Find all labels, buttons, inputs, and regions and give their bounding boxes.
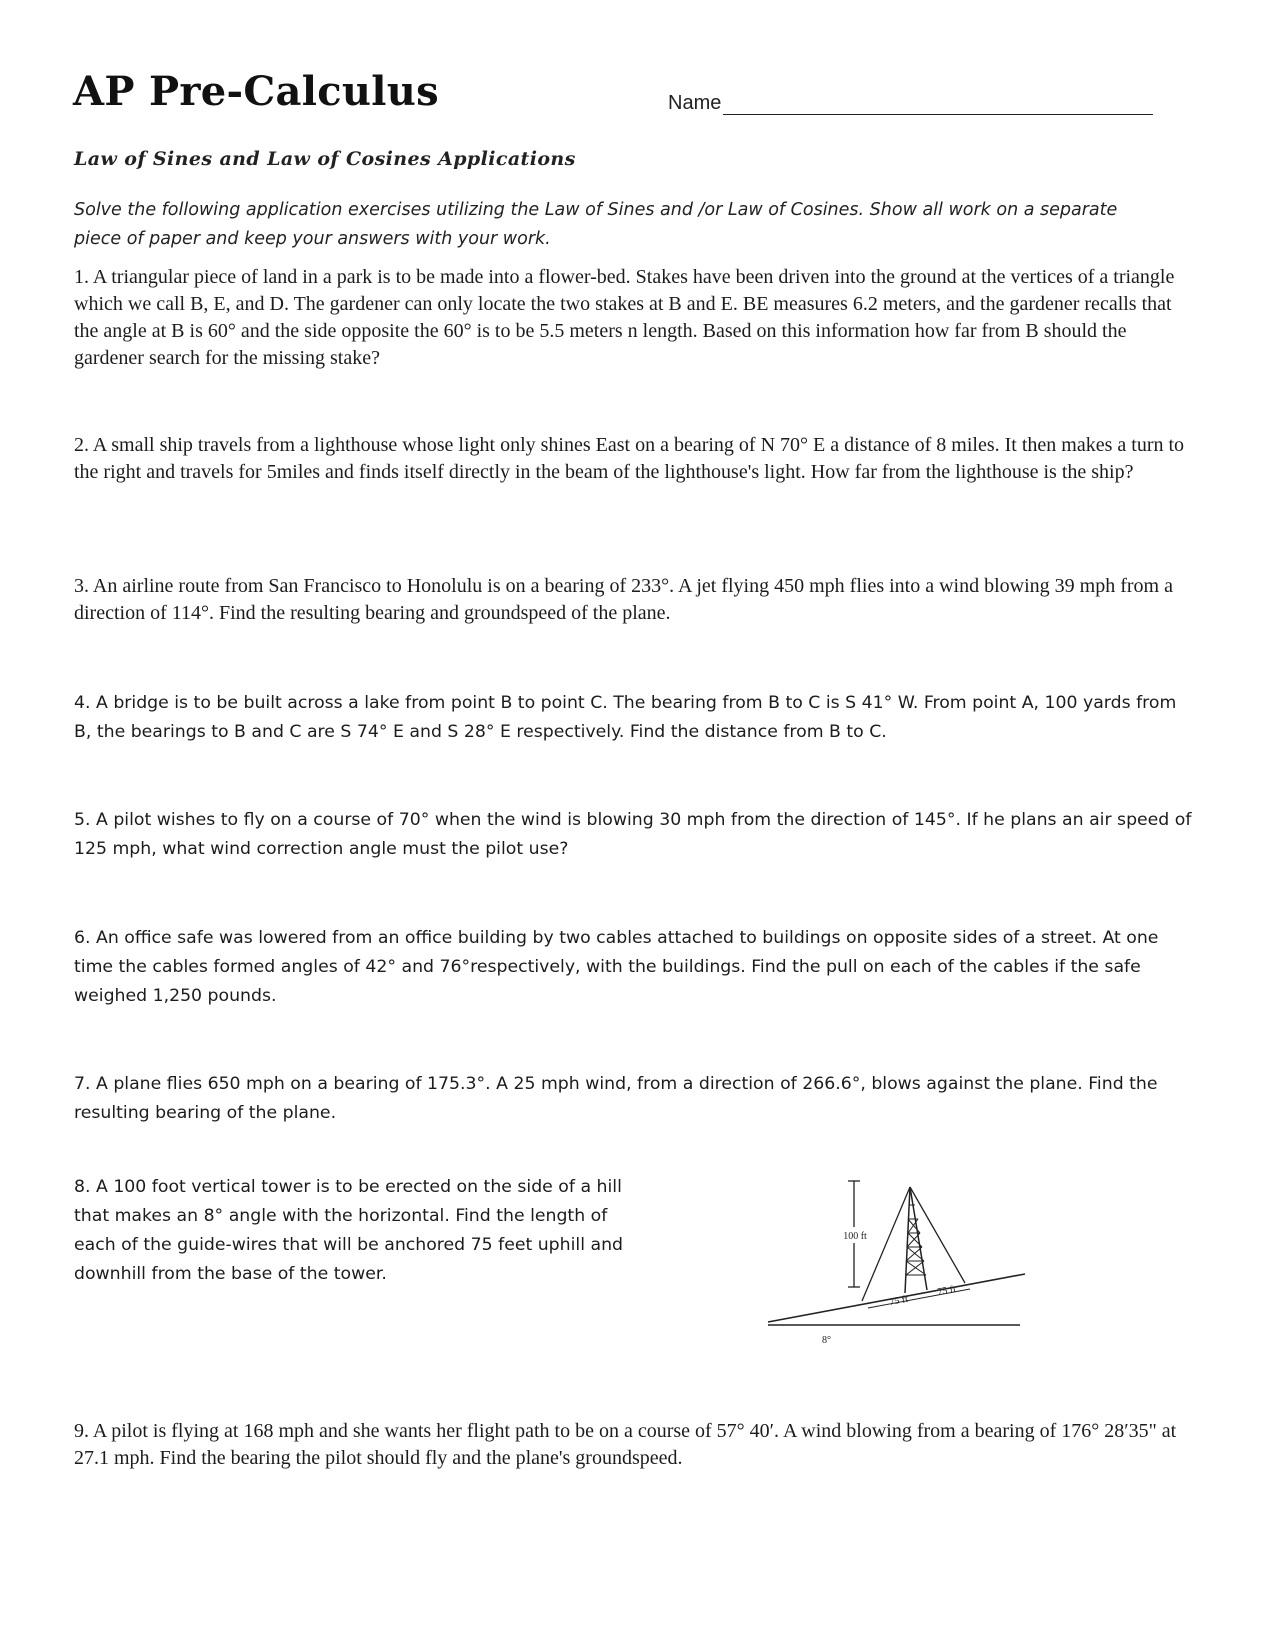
problem-number: 5. — [74, 810, 91, 830]
problem-number: 8. — [74, 1177, 91, 1197]
problem-number: 2. — [74, 434, 89, 456]
uphill-distance-label: 75 ft — [936, 1283, 957, 1298]
problem-number: 7. — [74, 1074, 91, 1094]
problem-number: 3. — [74, 575, 89, 597]
angle-label: 8° — [822, 1335, 831, 1346]
name-blank-line — [723, 94, 1153, 115]
problem-text: A pilot is flying at 168 mph and she wants her flight path to be on a course of 57° 40′. A wind blowing from a bearing of 176° 28′35" at 27.1 mph. Find the bearing the pilot should fly and the plane's groundspeed. — [74, 1420, 1177, 1469]
problem-5 — [74, 806, 1194, 864]
tower-on-hill-diagram — [750, 1165, 1040, 1355]
problem-text: A small ship travels from a lighthouse whose light only shines East on a bearing of N 70° E a distance of 8 miles. It then makes a turn to the right and travels for 5miles and finds itself directly in the beam of the lighthouse's light. How far from the lighthouse is the ship? — [74, 434, 1185, 483]
problem-text: An office safe was lowered from an office building by two cables attached to buildings on opposite sides of a street. At one time the cables formed angles of 42° and 76°respectively, with the buildings. Find the pull on each of the cables if the safe weighed 1,250 pounds. — [74, 928, 1159, 1006]
tower-height-label: 100 ft — [843, 1231, 867, 1242]
name-label: Name — [668, 92, 722, 114]
problem-4 — [74, 689, 1194, 747]
problem-text: An airline route from San Francisco to Honolulu is on a bearing of 233°. A jet flying 450 mph flies into a wind blowing 39 mph from a direction of 114°. Find the resulting bearing and groundspeed of the plane. — [74, 575, 1173, 624]
problem-number: 1. — [74, 266, 89, 288]
problem-text: A triangular piece of land in a park is to be made into a flower-bed. Stakes have been driven into the ground at the vertices of a triangle which we call B, E, and D. The gardener can only locate the two stakes at B and E. BE measures 6.2 meters, and the gardener recalls that the angle at B is 60° and the side opposite the 60° is to be 5.5 meters n length. Based on this information how far from B should the gardener search for the missing stake? — [74, 266, 1175, 369]
problem-9 — [74, 1418, 1194, 1472]
problem-6 — [74, 924, 1194, 1011]
problem-text: A 100 foot vertical tower is to be erected on the side of a hill that makes an 8° angle with the horizontal. Find the length of each of the guide-wires that will be anchored 75 feet uphill and downhill from the base of the tower. — [74, 1177, 624, 1284]
problem-8 — [74, 1173, 654, 1289]
problem-number: 6. — [74, 928, 91, 948]
problem-3 — [74, 573, 1194, 627]
problem-7 — [74, 1070, 1194, 1128]
problem-text: A bridge is to be built across a lake from point B to point C. The bearing from B to C is S 41° W. From point A, 100 yards from B, the bearings to B and C are S 74° E and S 28° E respectively. Find the distance from B to C. — [74, 693, 1177, 742]
problem-number: 4. — [74, 693, 91, 713]
tower-icon — [905, 1187, 927, 1293]
downhill-distance-label: 75 ft — [888, 1293, 909, 1308]
page-title: AP Pre-Calculus — [73, 68, 439, 115]
problem-text: A plane flies 650 mph on a bearing of 175.3°. A 25 mph wind, from a direction of 266.6°, blows against the plane. Find the resulting bearing of the plane. — [74, 1074, 1158, 1123]
problem-text: A pilot wishes to fly on a course of 70° when the wind is blowing 30 mph from the direction of 145°. If he plans an air speed of 125 mph, what wind correction angle must the pilot use? — [74, 810, 1192, 859]
downhill-guide-wire — [862, 1187, 910, 1301]
instructions: Solve the following application exercises utilizing the Law of Sines and /or Law of Cosines. Show all work on a separate piece of paper and keep your answers with your work. — [74, 200, 1118, 249]
problem-number: 9. — [74, 1420, 89, 1442]
problem-2 — [74, 432, 1194, 486]
problem-1 — [74, 264, 1194, 372]
name-field — [668, 92, 1153, 115]
worksheet-subtitle: Law of Sines and Law of Cosines Applications — [74, 148, 576, 170]
